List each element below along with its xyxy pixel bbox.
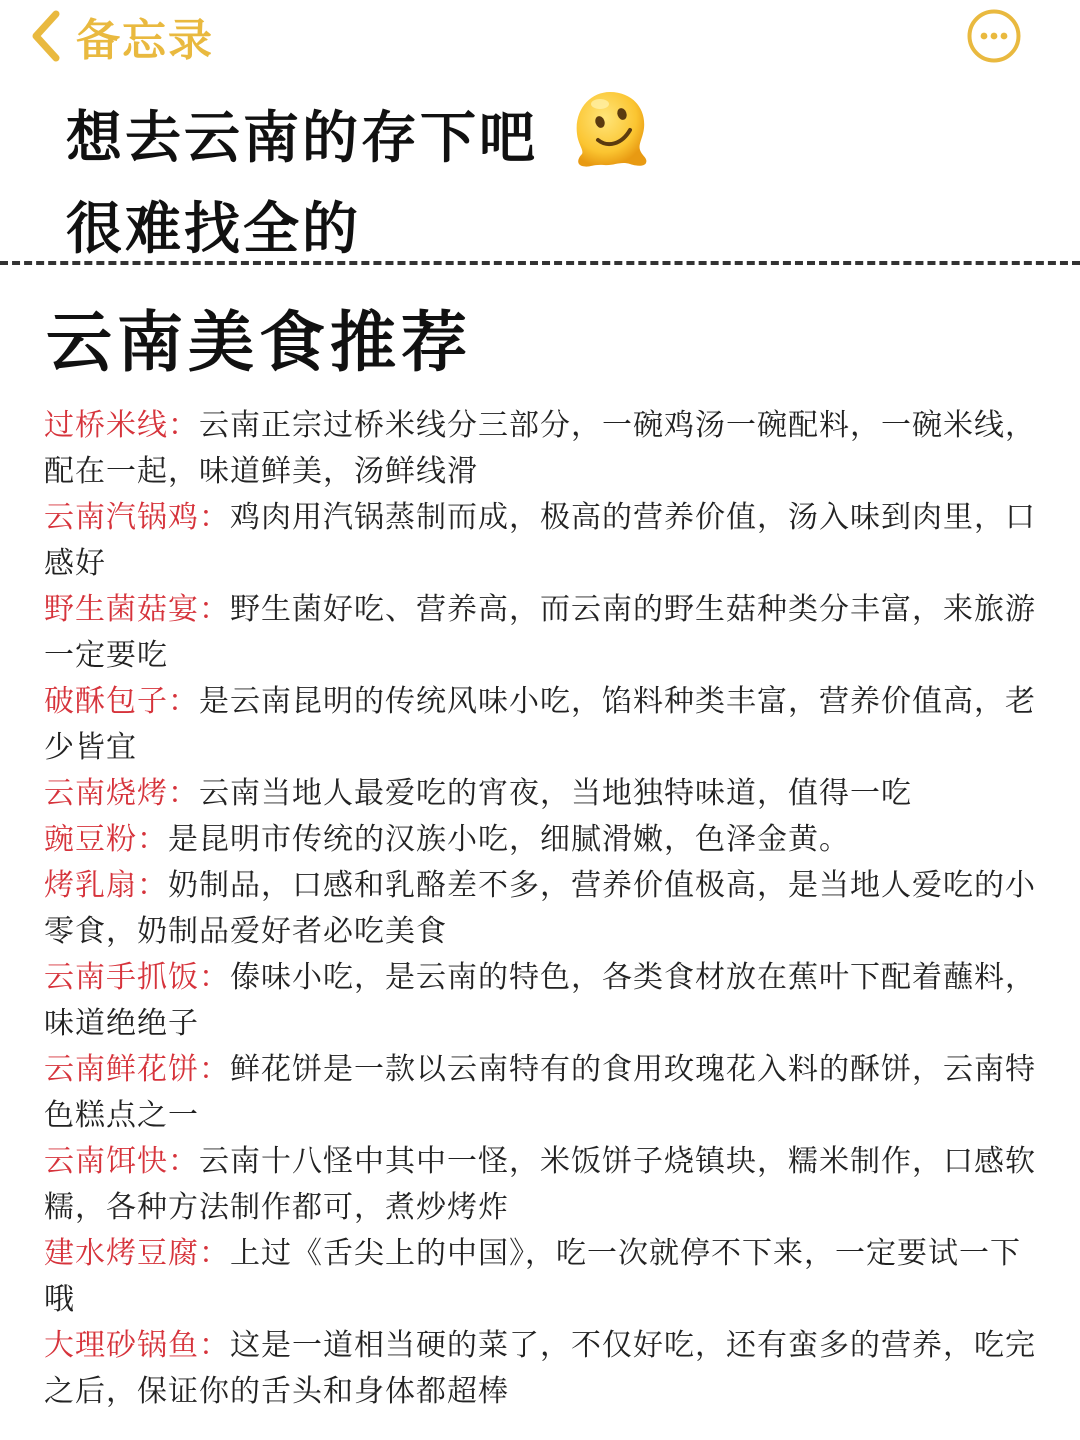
food-description: 野生菌好吃、营养高，而云南的野生菇种类分丰富，来旅游一定要吃 bbox=[44, 592, 1036, 673]
food-name: 烤乳扇： bbox=[44, 868, 168, 903]
food-description: 奶制品，口感和乳酪差不多，营养价值极高，是当地人爱吃的小零食，奶制品爱好者必吃美食 bbox=[44, 868, 1036, 949]
chevron-left-icon bbox=[28, 8, 62, 64]
section-title: 云南美食推荐 bbox=[46, 304, 472, 381]
more-options-button[interactable] bbox=[966, 8, 1022, 64]
food-description: 云南十八怪中其中一怪，米饭饼子烧镇块，糯米制作，口感软糯，各种方法制作都可，煮炒烤炸 bbox=[44, 1144, 1036, 1225]
heading-line-2-row bbox=[66, 191, 1026, 269]
food-description: 是昆明市传统的汉族小吃，细腻滑嫩，色泽金黄。 bbox=[168, 822, 850, 857]
food-description: 鲜花饼是一款以云南特有的食用玫瑰花入料的酥饼，云南特色糕点之一 bbox=[44, 1052, 1036, 1133]
food-name: 破酥包子： bbox=[44, 684, 199, 719]
list-item bbox=[44, 771, 1039, 817]
note-heading bbox=[66, 86, 1026, 269]
list-item bbox=[44, 817, 1039, 863]
food-name: 建水烤豆腐： bbox=[44, 1236, 230, 1271]
food-description: 傣味小吃，是云南的特色，各类食材放在蕉叶下配着蘸料，味道绝绝子 bbox=[44, 960, 1036, 1041]
food-name: 豌豆粉： bbox=[44, 822, 168, 857]
list-item bbox=[44, 1323, 1039, 1415]
dashed-divider bbox=[0, 261, 1080, 265]
food-name: 云南汽锅鸡： bbox=[44, 500, 230, 535]
food-description: 云南当地人最爱吃的宵夜，当地独特味道，值得一吃 bbox=[199, 776, 912, 811]
food-name: 云南鲜花饼： bbox=[44, 1052, 230, 1087]
list-item bbox=[44, 679, 1039, 771]
more-circle-icon bbox=[966, 8, 1022, 64]
list-item bbox=[44, 1139, 1039, 1231]
food-description: 这是一道相当硬的菜了，不仅好吃，还有蛮多的营养，吃完之后，保证你的舌头和身体都超棒 bbox=[44, 1328, 1036, 1409]
food-name: 云南手抓饭： bbox=[44, 960, 230, 995]
food-description: 云南正宗过桥米线分三部分，一碗鸡汤一碗配料，一碗米线，配在一起，味道鲜美，汤鲜线滑 bbox=[44, 408, 1036, 489]
food-description: 是云南昆明的传统风味小吃，馅料种类丰富，营养价值高，老少皆宜 bbox=[44, 684, 1036, 765]
list-item bbox=[44, 863, 1039, 955]
list-item bbox=[44, 1231, 1039, 1323]
back-label: 备忘录 bbox=[76, 15, 214, 66]
list-item bbox=[44, 495, 1039, 587]
food-description: 上过《舌尖上的中国》，吃一次就停不下来，一定要试一下哦 bbox=[44, 1236, 1021, 1317]
food-name: 云南饵快： bbox=[44, 1144, 199, 1179]
food-name: 云南烧烤： bbox=[44, 776, 199, 811]
heading-line-1: 想去云南的存下吧 bbox=[66, 105, 538, 171]
list-item bbox=[44, 955, 1039, 1047]
heading-line-2: 很难找全的 bbox=[66, 197, 361, 262]
food-list bbox=[44, 403, 1039, 1415]
back-button[interactable] bbox=[28, 6, 214, 66]
navigation-bar bbox=[0, 0, 1080, 76]
list-item bbox=[44, 403, 1039, 495]
food-name: 野生菌菇宴： bbox=[44, 592, 230, 627]
food-description: 鸡肉用汽锅蒸制而成，极高的营养价值，汤入味到肉里，口感好 bbox=[44, 500, 1036, 581]
list-item bbox=[44, 1047, 1039, 1139]
melting-face-emoji-icon bbox=[570, 86, 654, 191]
list-item bbox=[44, 587, 1039, 679]
food-name: 大理砂锅鱼： bbox=[44, 1328, 230, 1363]
food-name: 过桥米线： bbox=[44, 408, 199, 443]
heading-line-1-row bbox=[66, 86, 1026, 191]
